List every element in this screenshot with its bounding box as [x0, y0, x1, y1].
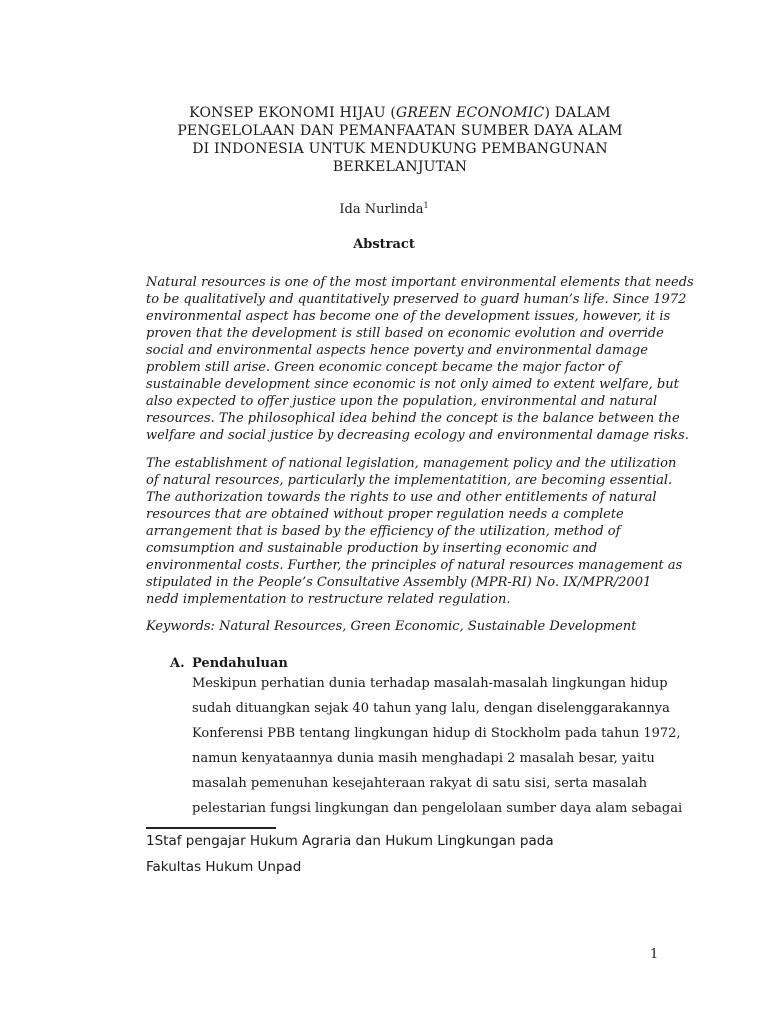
text-line: arrangement that is based by the efficiency of the utilization, method of [146, 524, 621, 539]
text-line: sustainable development since economic is not only aimed to extent welfare, but [146, 377, 679, 392]
text-line: Natural resources is one of the most important environmental elements that needs [146, 275, 694, 290]
title-line-2: PENGELOLAAN DAN PEMANFAATAN SUMBER DAYA ALAM [177, 123, 623, 139]
title-line-1: KONSEP EKONOMI HIJAU (GREEN ECONOMIC) DALAM [189, 105, 611, 121]
section-title: Pendahuluan [192, 656, 288, 671]
text-line: namun kenyataannya dunia masih menghadapi 2 masalah besar, yaitu [192, 751, 655, 766]
text-line: resources. The philosophical idea behind the concept is the balance between the [146, 411, 680, 426]
text-line: resources that are obtained without proper regulation needs a complete [146, 507, 624, 522]
text-line: environmental costs. Further, the principles of natural resources management as [146, 558, 683, 573]
page-number: 1 [650, 947, 659, 962]
section-number: A. [170, 656, 185, 671]
author-name: Ida Nurlinda$^1$ [339, 201, 429, 217]
footnote-line-2: Fakultas Hukum Unpad [146, 859, 302, 875]
title-line-4: BERKELANJUTAN [332, 159, 468, 175]
abstract-paragraph-1 [146, 274, 694, 444]
text-line: welfare and social justice by decreasing ecology and environmental damage risks. [146, 428, 689, 443]
text-line: Konferensi PBB tentang lingkungan hidup di Stockholm pada tahun 1972, [192, 726, 681, 741]
footnote [146, 828, 666, 880]
abstract-heading: Abstract [353, 237, 415, 252]
text-line: The authorization towards the rights to use and other entitlements of natural [146, 490, 657, 505]
text-line: problem still arise. Green economic concept became the major factor of [146, 360, 621, 375]
keywords: Keywords: Natural Resources, Green Economic, Sustainable Development [146, 619, 637, 634]
text-line: stipulated in the People’s Consultative Assembly (MPR-RI) No. IX/MPR/2001 [146, 575, 652, 590]
section-heading [170, 656, 288, 671]
text-line: Meskipun perhatian dunia terhadap masalah-masalah lingkungan hidup [192, 676, 668, 691]
text-line: comsumption and sustainable production by inserting economic and [146, 541, 598, 556]
text-line: social and environmental aspects hence poverty and environmental damage [146, 343, 648, 358]
paper-title [140, 104, 660, 176]
text-line: to be qualitatively and quantitatively preserved to guard human’s life. Since 1972 [146, 292, 687, 307]
footnote-line-1: 1Staf pengajar Hukum Agraria dan Hukum Lingkungan pada [146, 833, 554, 849]
text-line: masalah pemenuhan kesejahteraan rakyat di satu sisi, serta masalah [192, 776, 647, 791]
text-line: nedd implementation to restructure related regulation. [146, 592, 511, 607]
section-body [192, 671, 683, 821]
abstract-paragraph-2 [146, 455, 683, 608]
title-line-3: DI INDONESIA UNTUK MENDUKUNG PEMBANGUNAN [192, 141, 608, 157]
text-line: of natural resources, particularly the implementatition, are becoming essential. [146, 473, 673, 488]
text-line: proven that the development is still based on economic evolution and override [146, 326, 664, 341]
text-line: sudah dituangkan sejak 40 tahun yang lalu, dengan diselenggarakannya [192, 701, 670, 716]
text-line: also expected to offer justice upon the population, environmental and natural [146, 394, 658, 409]
text-line: pelestarian fungsi lingkungan dan pengelolaan sumber daya alam sebagai [192, 801, 683, 816]
text-line: environmental aspect has become one of the development issues, however, it is [146, 309, 671, 324]
author-footnote-mark: 1 [423, 201, 429, 210]
text-line: The establishment of national legislation, management policy and the utilization [146, 456, 677, 471]
title-italic-term: GREEN ECONOMIC [396, 105, 545, 121]
